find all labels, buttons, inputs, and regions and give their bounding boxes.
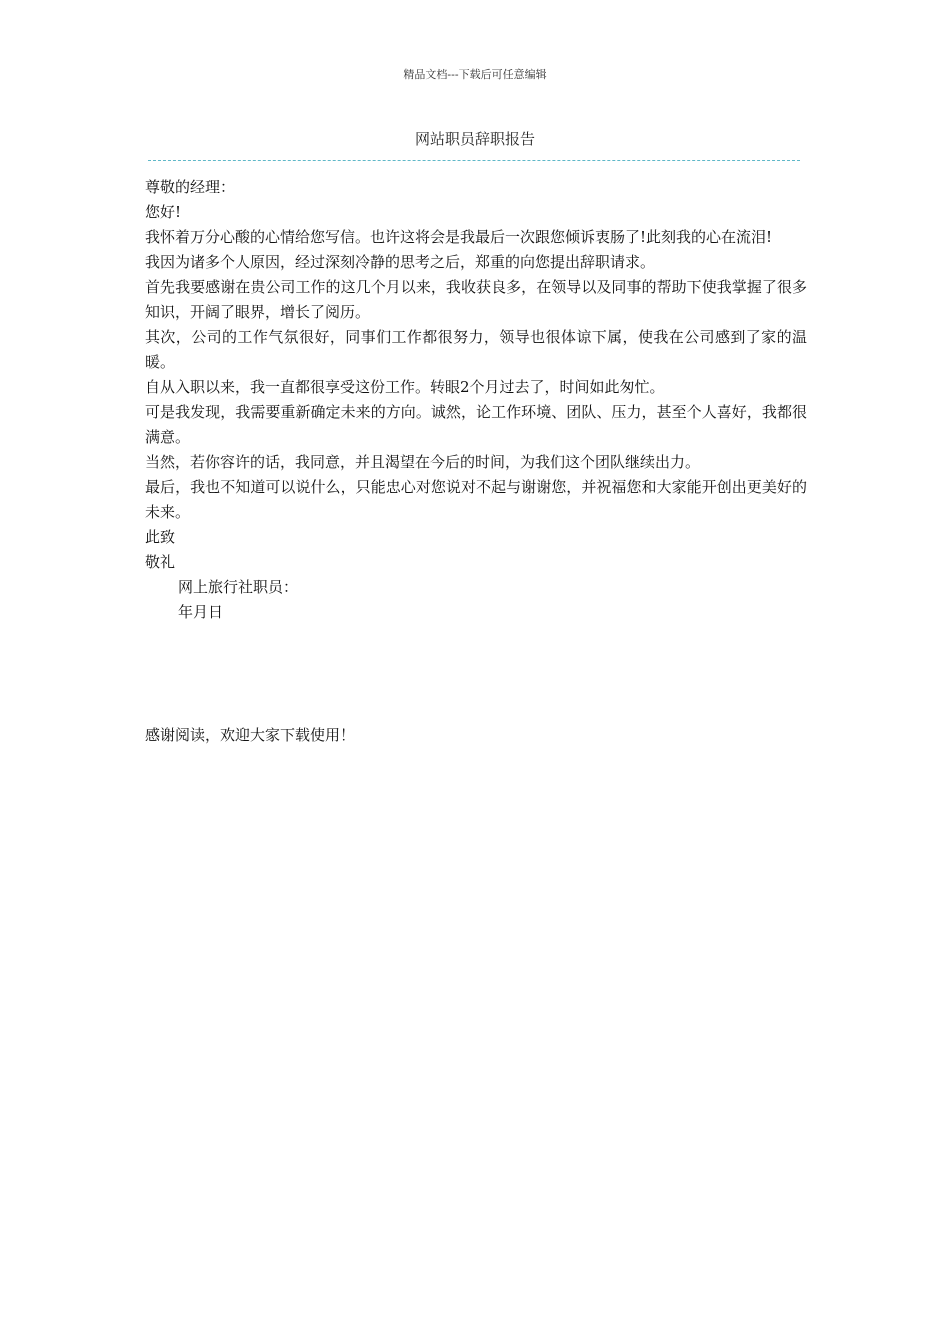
letter-body bbox=[145, 175, 807, 625]
title-divider bbox=[148, 160, 800, 161]
paragraph-6: 可是我发现，我需要重新确定未来的方向。诚然，论工作环境、团队、压力，甚至个人喜好，我都很满意。 bbox=[145, 403, 807, 446]
closing-line-1: 此致 bbox=[145, 528, 176, 546]
paragraph-7: 当然，若你容许的话，我同意，并且渴望在今后的时间，为我们这个团队继续出力。 bbox=[145, 453, 701, 471]
header-note: 精品文档---下载后可任意编辑 bbox=[403, 68, 547, 81]
salutation: 尊敬的经理： bbox=[145, 178, 236, 196]
closing-line-2: 敬礼 bbox=[145, 553, 176, 571]
paragraph-5: 自从入职以来，我一直都很享受这份工作。转眼2个月过去了，时间如此匆忙。 bbox=[145, 378, 665, 396]
paragraph-3: 首先我要感谢在贵公司工作的这几个月以来，我收获良多，在领导以及同事的帮助下使我掌握了很多知识，开阔了眼界，增长了阅历。 bbox=[145, 278, 807, 321]
paragraph-1: 我怀着万分心酸的心情给您写信。也许这将会是我最后一次跟您倾诉衷肠了!此刻我的心在流泪! bbox=[145, 228, 773, 246]
paragraph-2: 我因为诸多个人原因，经过深刻冷静的思考之后，郑重的向您提出辞职请求。 bbox=[145, 253, 656, 271]
paragraph-4: 其次，公司的工作气氛很好，同事们工作都很努力，领导也很体谅下属，使我在公司感到了家的温暖。 bbox=[145, 328, 807, 371]
paragraph-8: 最后，我也不知道可以说什么，只能忠心对您说对不起与谢谢您，并祝福您和大家能开创出更美好的未来。 bbox=[145, 478, 807, 521]
greeting: 您好! bbox=[145, 203, 182, 221]
signature: 网上旅行社职员： bbox=[178, 578, 299, 596]
date-line: 年月日 bbox=[178, 603, 224, 621]
footer-thanks: 感谢阅读，欢迎大家下载使用！ bbox=[145, 726, 356, 744]
document-title: 网站职员辞职报告 bbox=[414, 130, 535, 148]
